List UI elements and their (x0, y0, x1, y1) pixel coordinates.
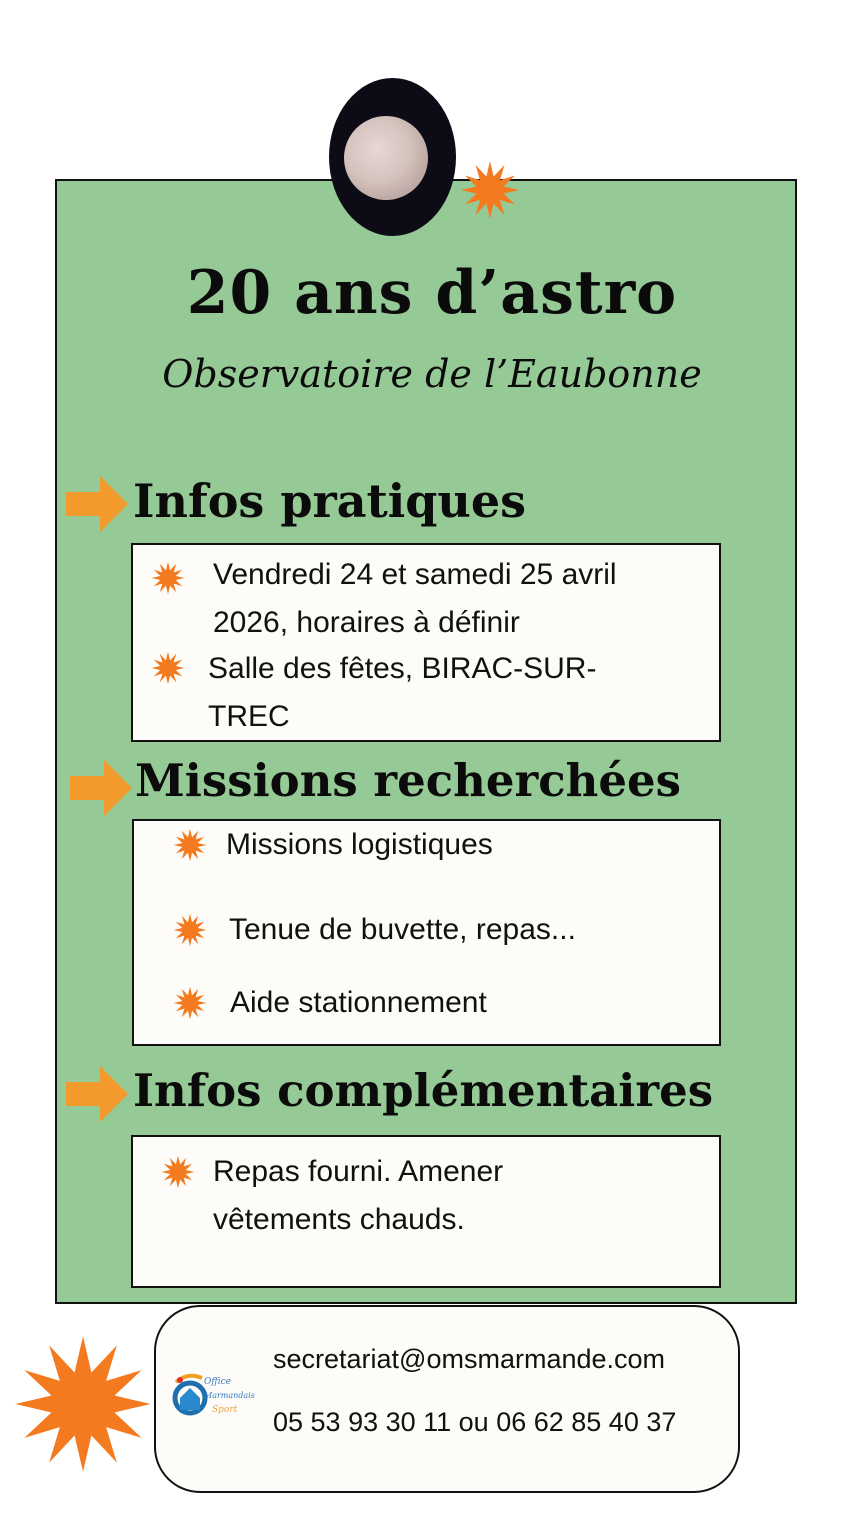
list-item: Aide stationnement (230, 986, 487, 1019)
list-item: Tenue de buvette, repas... (229, 913, 576, 946)
list-item (213, 1148, 503, 1244)
item-line: 2026, horaires à définir (213, 606, 520, 639)
starburst-icon (151, 651, 185, 685)
list-item (208, 645, 596, 741)
list-item (213, 551, 617, 647)
arrow-right-icon (66, 1066, 128, 1122)
item-line: Repas fourni. Amener (213, 1155, 504, 1188)
item-line: Vendredi 24 et samedi 25 avril (213, 558, 617, 591)
starburst-icon (173, 986, 207, 1020)
item-line: TREC (208, 700, 290, 733)
oms-logo (168, 1368, 260, 1422)
list-item: Missions logistiques (226, 828, 493, 861)
poster-subtitle: Observatoire de l’Eaubonne (162, 352, 702, 396)
svg-text:Marmandais: Marmandais (204, 1391, 255, 1400)
section-heading-infos-pratiques: Infos pratiques (133, 474, 527, 528)
starburst-icon (460, 160, 520, 220)
section-heading-infos-complementaires: Infos complémentaires (133, 1064, 714, 1117)
svg-text:Sport: Sport (212, 1405, 238, 1415)
starburst-icon (173, 913, 207, 947)
contact-phone[interactable]: 05 53 93 30 11 ou 06 62 85 40 37 (273, 1407, 677, 1437)
starburst-icon (13, 1334, 153, 1474)
starburst-icon (161, 1155, 195, 1189)
svg-text:Office: Office (204, 1377, 231, 1387)
item-line: vêtements chauds. (213, 1203, 465, 1236)
arrow-right-icon (66, 476, 128, 532)
contact-email[interactable]: secretariat@omsmarmande.com (273, 1344, 666, 1374)
starburst-icon (173, 828, 207, 862)
section-heading-missions: Missions recherchées (135, 754, 681, 807)
item-line: Salle des fêtes, BIRAC-SUR- (208, 652, 597, 685)
starburst-icon (151, 561, 185, 595)
moon-image (344, 116, 428, 200)
arrow-right-icon (70, 760, 132, 816)
poster-title: 20 ans d’astro (186, 258, 678, 328)
